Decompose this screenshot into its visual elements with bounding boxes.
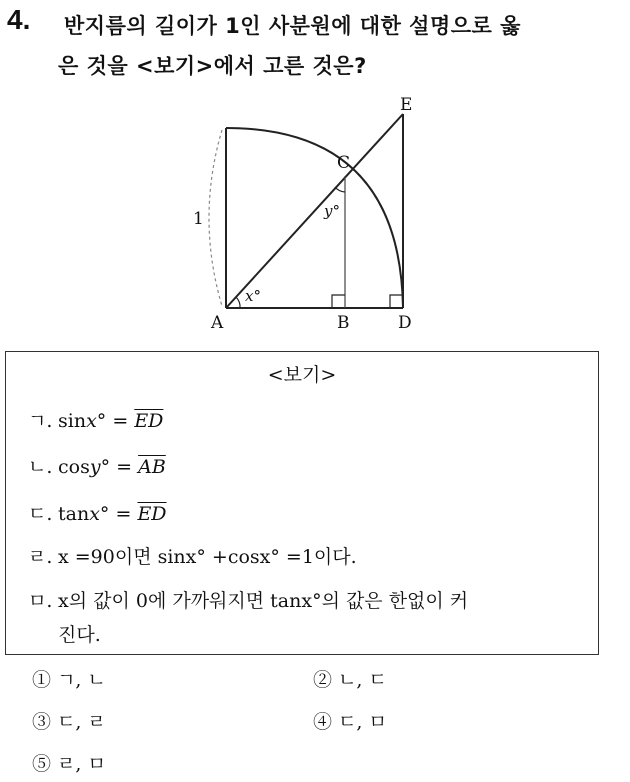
question-line-2: 은 것을 <보기>에서 고른 것은?	[58, 54, 367, 78]
choice-5[interactable]: ⑤ ㄹ, ㅁ	[32, 753, 106, 775]
angle-arc-y	[335, 187, 345, 192]
label-D: D	[398, 313, 412, 333]
label-C: C	[337, 153, 351, 173]
quarter-circle-figure	[0, 88, 630, 348]
choice-4[interactable]: ④ ㄷ, ㅁ	[313, 711, 387, 733]
choice-1[interactable]: ① ㄱ, ㄴ	[32, 669, 106, 691]
angle-y-label: y°	[324, 202, 340, 220]
question-line-1: 반지름의 길이가 1인 사분원에 대한 설명으로 옳	[64, 14, 521, 38]
radius-label: 1	[193, 209, 204, 229]
angle-arc-x	[236, 297, 240, 308]
bogi-title: <보기>	[267, 364, 337, 386]
bogi-item-1: ㄱ. $\sin x^\circ = \overline{ED}$	[28, 410, 164, 432]
radius-brace	[209, 130, 222, 306]
bogi-item-3: ㄷ. $\tan x^\circ = \overline{ED}$	[28, 503, 167, 525]
bogi-item-4: ㄹ. x =90이면 sinx° +cosx° =1이다.	[28, 546, 357, 568]
choice-2[interactable]: ② ㄴ, ㄷ	[313, 669, 387, 691]
question-number: 4.	[7, 4, 31, 35]
label-A: A	[211, 313, 224, 333]
bogi-item-5: ㅁ. x의 값이 0에 가까워지면 tanx°의 값은 한없이 커	[28, 590, 469, 612]
right-angle-D	[390, 295, 403, 308]
choice-3[interactable]: ③ ㄷ, ㄹ	[32, 711, 106, 733]
bogi-item-2: ㄴ. $\cos y^\circ = \overline{AB}$	[28, 456, 166, 478]
label-E: E	[400, 95, 413, 115]
angle-x-label: x°	[245, 287, 261, 305]
bogi-box	[5, 351, 599, 655]
label-B: B	[337, 313, 350, 333]
question-text	[58, 6, 628, 86]
quarter-arc	[226, 128, 403, 308]
right-angle-B	[332, 295, 345, 308]
bogi-item-5-continuation: 진다.	[58, 624, 101, 646]
